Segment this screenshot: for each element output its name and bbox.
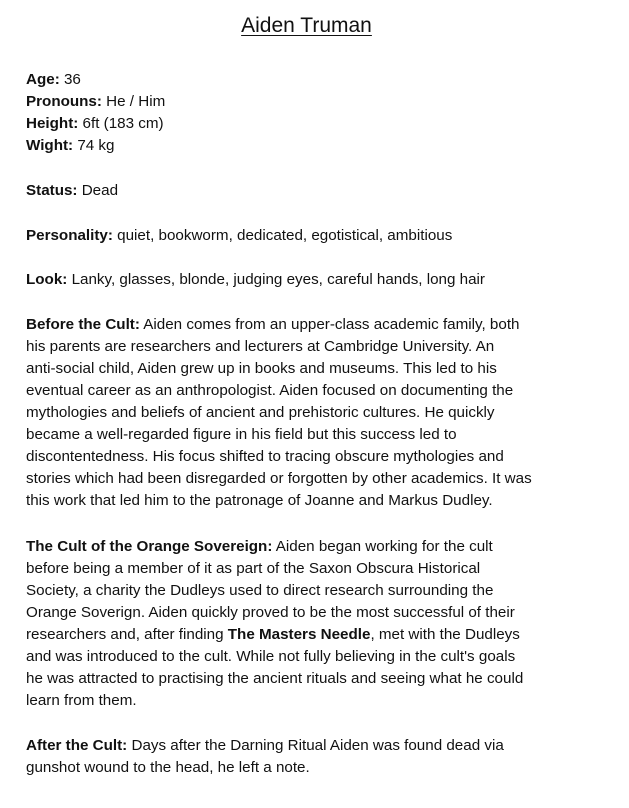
personality-block [26,225,591,247]
cult-label: The Cult of the Orange Sovereign: [26,538,273,555]
paragraph-line: and was introduced to the cult. While not fully believing in the cult's goals [26,648,516,665]
after-cult-label: After the Cult: [26,737,128,754]
before-cult-label: Before the Cult: [26,316,140,333]
stats-block [26,69,591,157]
personality-label: Personality: [26,227,113,244]
paragraph-line: before being a member of it as part of the Saxon Obscura Historical [26,560,481,577]
look-block [26,269,591,291]
cult-section [26,536,591,712]
look-line [26,269,591,291]
height-value: 6ft (183 cm) [78,115,164,132]
page-title [0,13,613,39]
paragraph-line: eventual career as an anthropologist. Aiden focused on documenting the [26,382,514,399]
weight-label: Wight: [26,137,74,154]
personality-line [26,225,591,247]
before-cult-text: Aiden comes from an upper-class academic family, both [139,316,520,333]
look-value: Lanky, glasses, blonde, judging eyes, careful hands, long hair [67,271,485,288]
paragraph-line: mythologies and beliefs of ancient and prehistoric cultures. He quickly [26,404,495,421]
paragraph-line: this work that led him to the patronage of Joanne and Markus Dudley. [26,492,493,509]
weight-value: 74 kg [73,137,115,154]
personality-value: quiet, bookworm, dedicated, egotistical, ambitious [112,227,453,244]
pronouns-line [26,91,591,113]
age-line [26,69,591,91]
pronouns-label: Pronouns: [26,93,102,110]
after-cult-section [26,735,591,779]
before-cult-section [26,314,591,512]
paragraph-line: he was attracted to practising the ancient rituals and seeing what he could [26,670,524,687]
weight-line [26,135,591,157]
paragraph-line [26,735,591,757]
paragraph-line: gunshot wound to the head, he left a note. [26,759,310,776]
paragraph-line: Orange Soverign. Aiden quickly proved to be the most successful of their [26,604,515,621]
paragraph-line: anti-social child, Aiden grew up in books and museums. This led to his [26,360,497,377]
paragraph-line [26,314,591,336]
after-cult-text: Days after the Darning Ritual Aiden was found dead via [127,737,504,754]
cult-text-segment: researchers and, after finding [26,626,228,643]
paragraph-line: became a well-regarded figure in his field but this success led to [26,426,457,443]
look-label: Look: [26,271,68,288]
age-value: 36 [59,71,81,88]
cult-text: Aiden began working for the cult [272,538,493,555]
status-line [26,180,591,202]
status-value: Dead [77,182,119,199]
character-name-heading: Aiden Truman [241,14,372,37]
paragraph-line: stories which had been disregarded or forgotten by other academics. It was [26,470,532,487]
paragraph-line [26,536,591,558]
height-line [26,113,591,135]
paragraph-line: his parents are researchers and lecturers at Cambridge University. An [26,338,495,355]
height-label: Height: [26,115,79,132]
paragraph-line: Society, a charity the Dudleys used to direct research surrounding the [26,582,494,599]
cult-text-segment: , met with the Dudleys [370,626,520,643]
pronouns-value: He / Him [101,93,166,110]
artifact-name: The Masters Needle [227,626,371,643]
age-label: Age: [26,71,60,88]
status-label: Status: [26,182,78,199]
paragraph-line: learn from them. [26,692,137,709]
status-block [26,180,591,202]
paragraph-line: discontentedness. His focus shifted to tracing obscure mythologies and [26,448,504,465]
paragraph-line [26,624,591,646]
